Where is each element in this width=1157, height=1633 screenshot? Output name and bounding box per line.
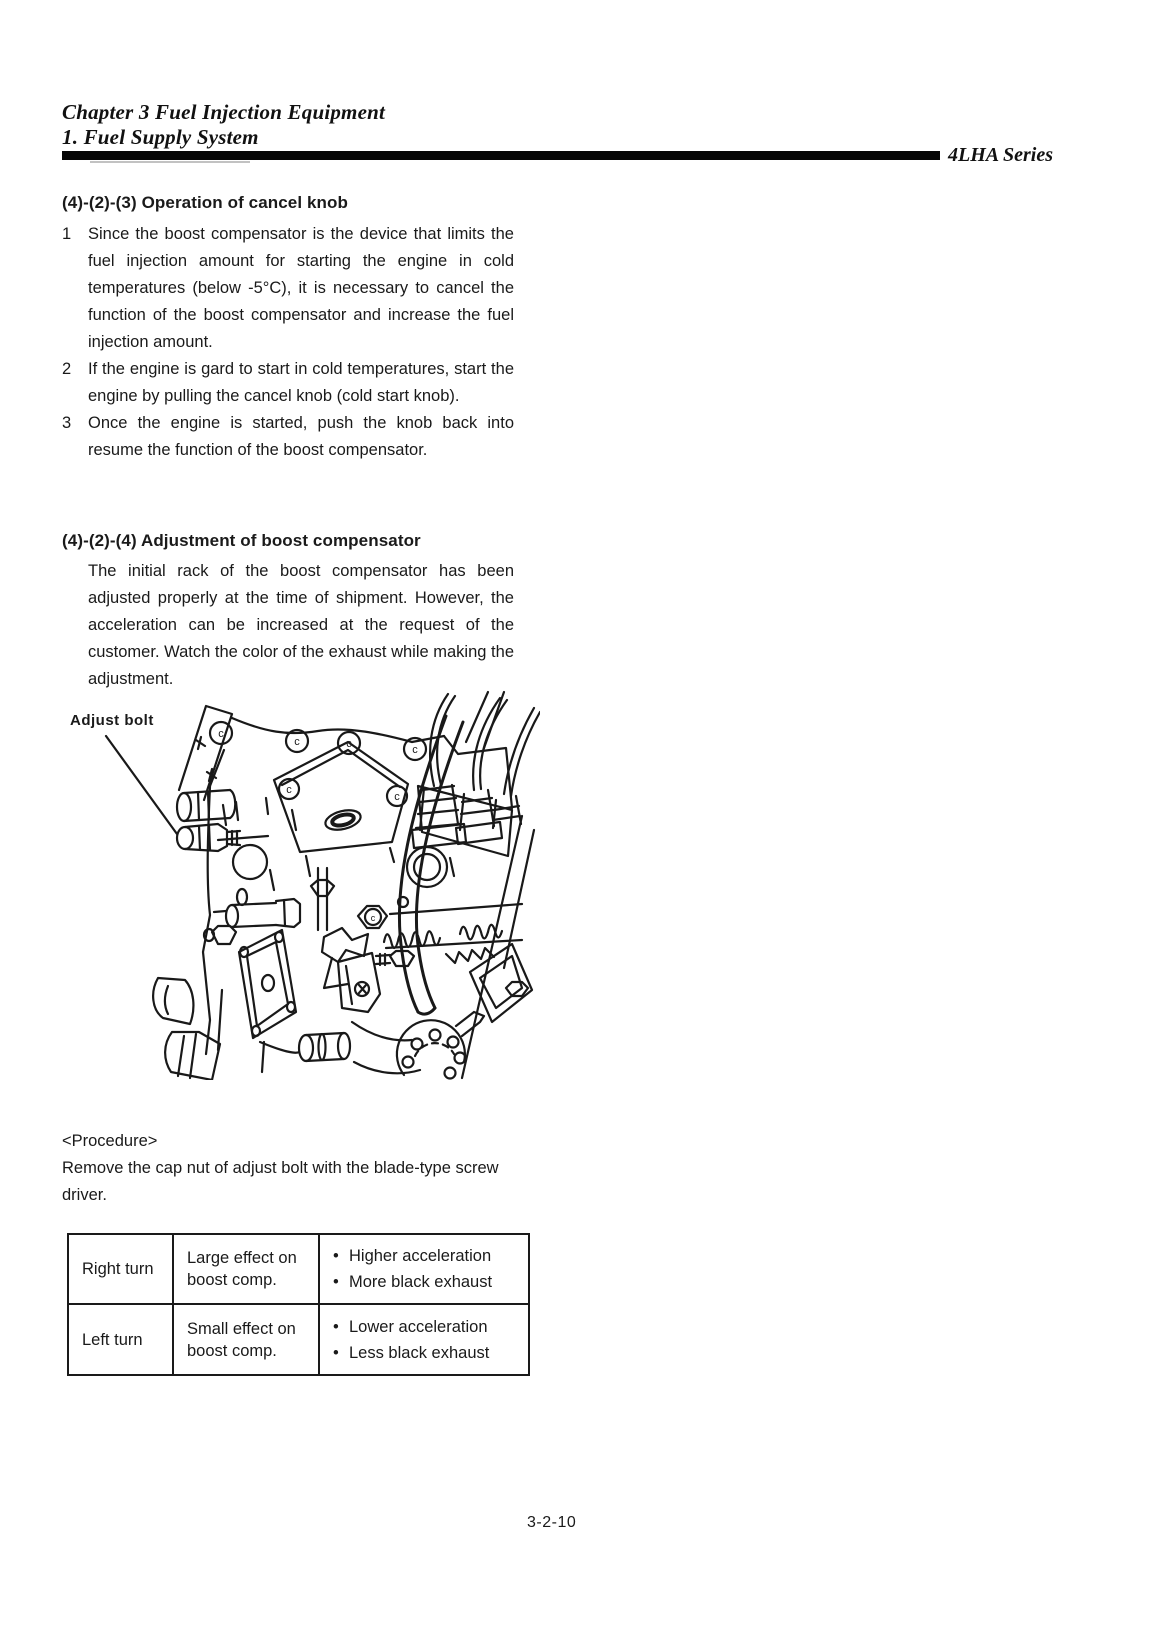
list-item xyxy=(62,356,514,410)
mounting-flange xyxy=(239,930,296,1038)
table-cell-results xyxy=(318,1235,528,1303)
header-rule xyxy=(62,151,940,160)
series-label: 4LHA Series xyxy=(948,144,1054,166)
svg-text:c: c xyxy=(286,784,292,796)
svg-text:c: c xyxy=(394,791,400,803)
result-item: • Higher acceleration xyxy=(333,1245,491,1267)
engine-figure xyxy=(60,690,540,1080)
procedure-title: <Procedure> xyxy=(62,1132,158,1150)
svg-text:c: c xyxy=(294,736,300,748)
table-cell-effect: Large effect on boost comp. xyxy=(172,1235,318,1303)
figure-callout-adjust-bolt: Adjust bolt xyxy=(70,712,154,729)
adjustment-paragraph: The initial rack of the boost compensator has been adjusted properly at the time of shipment. However, the acceleration can be increased at the request of the customer. Watch the color of the exhaust while making the adjustment. xyxy=(88,562,514,688)
list-item xyxy=(62,221,514,356)
subsection-title: 1. Fuel Supply System xyxy=(62,125,259,149)
table-cell-direction: Left turn xyxy=(69,1303,172,1374)
list-text: Once the engine is started, push the knob back into resume the function of the boost compensator. xyxy=(88,414,514,459)
heading-adjustment-of-boost-compensator: (4)-(2)-(4) Adjustment of boost compensator xyxy=(62,531,421,550)
list-text: If the engine is gard to start in cold temperatures, start the engine by pulling the cancel knob (cold start knob). xyxy=(88,360,514,405)
list-text: Since the boost compensator is the device that limits the fuel injection amount for starting the engine in cold temperatures (below -5°C), it is necessary to cancel the function of the boost compensator and increase the fuel injection amount. xyxy=(88,225,514,351)
round-flange xyxy=(397,1020,466,1078)
list-number: 1 xyxy=(62,225,72,243)
adjustment-effect-table xyxy=(67,1233,530,1376)
procedure-text: Remove the cap nut of adjust bolt with the blade-type screw driver. xyxy=(62,1159,499,1204)
svg-text:c: c xyxy=(412,744,418,756)
page-number: 3-2-10 xyxy=(527,1514,577,1531)
svg-text:c: c xyxy=(370,913,376,923)
result-item: • Lower acceleration xyxy=(333,1316,488,1338)
list-number: 2 xyxy=(62,360,72,378)
list-number: 3 xyxy=(62,414,72,432)
heading-operation-of-cancel-knob: (4)-(2)-(3) Operation of cancel knob xyxy=(62,193,349,212)
chapter-title: Chapter 3 Fuel Injection Equipment xyxy=(62,100,386,124)
svg-text:c: c xyxy=(346,738,352,750)
list-item xyxy=(62,410,514,464)
cancel-knob-steps xyxy=(62,221,514,464)
table-cell-direction: Right turn xyxy=(82,1260,154,1278)
hose xyxy=(399,716,463,1014)
header-rule-scan-artifact xyxy=(90,161,250,163)
table-cell-results xyxy=(318,1303,528,1374)
result-item: • More black exhaust xyxy=(333,1271,492,1293)
result-item: • Less black exhaust xyxy=(333,1342,489,1364)
adjust-bolt-leader-line xyxy=(106,736,177,834)
table-cell-effect: Small effect on boost comp. xyxy=(172,1303,318,1374)
fuel-injection-pump-drawing xyxy=(60,690,540,1080)
svg-text:c: c xyxy=(218,728,224,740)
